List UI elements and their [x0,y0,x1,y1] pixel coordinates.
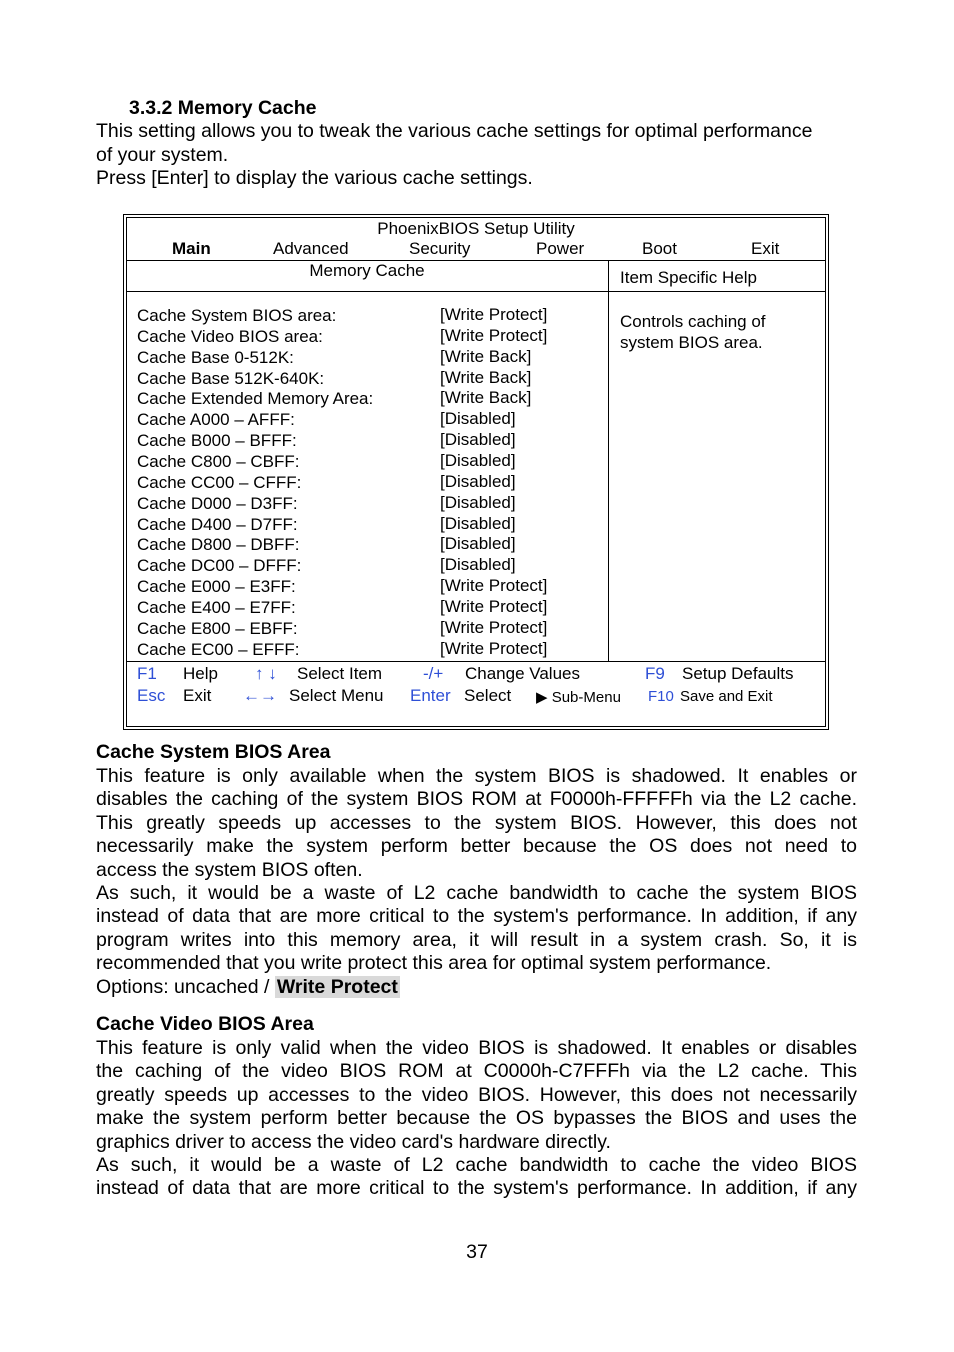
bios-setting-label: Cache CC00 – CFFF: [137,473,302,492]
paragraph-line: This feature is only available when the system BIOS is shadowed. It enables or [96,765,857,787]
paragraph-line: As such, it would be a waste of L2 cache bandwidth to cache the video BIOS [96,1154,857,1176]
bios-setting-value[interactable]: [Write Protect] [440,639,548,658]
bios-setting-label: Cache A000 – AFFF: [137,410,295,429]
paragraph-line: greatly speeds up accesses to the video BIOS. However, this does not necessarily [96,1084,857,1106]
key-f1: F1 [137,664,157,683]
bios-setting-label: Cache Base 512K-640K: [137,369,325,388]
paragraph-line: recommended that you write protect this area for optimal system performance. [96,952,772,974]
bios-setting-value[interactable]: [Write Back] [440,347,532,366]
key-plusminus: -/+ [423,664,444,683]
paragraph-line: program writes into this memory area, it will result in a system crash. So, it is [96,929,857,951]
bios-setting-label: Cache DC00 – DFFF: [137,556,302,575]
bios-setting-value[interactable]: [Disabled] [440,430,516,449]
bios-menu-power[interactable]: Power [536,239,585,258]
bios-setting-label: Cache Extended Memory Area: [137,389,374,408]
key-change-values-label: Change Values [465,664,580,683]
key-select-item-label: Select Item [297,664,383,683]
bios-setting-label: Cache E000 – E3FF: [137,577,296,596]
paragraph-line: graphics driver to access the video card's hardware directly. [96,1131,611,1153]
bios-setting-value[interactable]: [Disabled] [440,493,516,512]
options-prefix: Options: uncached / [96,976,275,998]
section-heading: 3.3.2 Memory Cache [129,97,317,119]
key-f9: F9 [645,664,665,683]
bios-setting-label: Cache EC00 – EFFF: [137,640,300,659]
bios-menu-security[interactable]: Security [409,239,471,258]
bios-setting-label: Cache E400 – E7FF: [137,598,296,617]
intro-line-2: of your system. [96,144,229,166]
bios-menu-boot[interactable]: Boot [642,239,677,258]
bios-menu-advanced[interactable]: Advanced [273,239,349,258]
paragraph-line: access the system BIOS often. [96,859,363,881]
bios-help-title: Item Specific Help [620,268,757,287]
key-leftright-arrows: ←→ [243,686,277,705]
paragraph-line: This greatly speeds up accesses to the system BIOS. However, this does not [96,812,857,834]
key-esc: Esc [137,686,166,705]
key-updown-arrows: ↑ ↓ [255,664,277,683]
bios-setting-label: Cache C800 – CBFF: [137,452,300,471]
bios-setting-label: Cache D000 – D3FF: [137,494,298,513]
system-bios-heading: Cache System BIOS Area [96,741,331,763]
bios-setting-value[interactable]: [Disabled] [440,534,516,553]
bios-utility-title: PhoenixBIOS Setup Utility [377,219,575,238]
intro-line-1: This setting allows you to tweak the various cache settings for optimal performance [96,120,813,142]
key-submenu-label: ▶ Sub-Menu [536,689,621,706]
bios-setting-label: Cache Video BIOS area: [137,327,323,346]
bios-setting-label: Cache System BIOS area: [137,306,337,325]
video-bios-heading: Cache Video BIOS Area [96,1013,314,1035]
bios-setting-value[interactable]: [Write Protect] [440,305,548,324]
bios-screen-title: Memory Cache [309,261,425,280]
bios-menu-exit[interactable]: Exit [751,239,780,258]
bios-help-line-1: Controls caching of [620,312,766,331]
paragraph-line: instead of data that are more critical to the system's performance. In addition, if any [96,905,857,927]
paragraph-line: As such, it would be a waste of L2 cache bandwidth to cache the system BIOS [96,882,857,904]
intro-line-3: Press [Enter] to display the various cache settings. [96,167,533,189]
bios-setting-value[interactable]: [Disabled] [440,514,516,533]
bios-menu-main[interactable]: Main [172,239,211,258]
bios-setting-value[interactable]: [Write Protect] [440,597,548,616]
bios-setting-label: Cache Base 0-512K: [137,348,294,367]
bios-setting-label: Cache E800 – EBFF: [137,619,298,638]
bios-title-divider [126,291,826,292]
key-save-exit-label: Save and Exit [680,688,773,705]
bios-setting-value[interactable]: [Write Protect] [440,576,548,595]
bios-setting-value[interactable]: [Disabled] [440,555,516,574]
paragraph-line: instead of data that are more critical to the system's performance. In addition, if any [96,1177,857,1199]
key-enter: Enter [410,686,451,705]
key-exit-label: Exit [183,686,212,705]
bios-setting-value[interactable]: [Disabled] [440,472,516,491]
bios-help-divider [608,260,609,661]
key-setup-defaults-label: Setup Defaults [682,664,794,683]
options-default: Write Protect [276,976,398,998]
bios-setting-value[interactable]: [Disabled] [440,451,516,470]
bios-setting-value[interactable]: [Write Back] [440,368,532,387]
paragraph-line: This feature is only valid when the video BIOS is shadowed. It enables or disables [96,1037,857,1059]
bios-setting-value[interactable]: [Write Protect] [440,618,548,637]
bios-setting-value[interactable]: [Disabled] [440,409,516,428]
bios-setting-label: Cache D800 – DBFF: [137,535,300,554]
key-help-label: Help [183,664,218,683]
bios-setting-label: Cache D400 – D7FF: [137,515,298,534]
page-number: 37 [466,1241,488,1263]
bios-help-line-2: system BIOS area. [620,333,763,352]
key-select-menu-label: Select Menu [289,686,384,705]
bios-setting-label: Cache B000 – BFFF: [137,431,297,450]
system-bios-options [96,976,400,999]
bios-keys-divider [126,661,826,662]
key-f10: F10 [648,688,674,705]
paragraph-line: disables the caching of the system BIOS ROM at F0000h-FFFFFh via the L2 cache. [96,788,857,810]
key-select-label: Select [464,686,512,705]
paragraph-line: necessarily make the system perform better because the OS does not need to [96,835,857,857]
paragraph-line: make the system perform better because the OS bypasses the BIOS and uses the [96,1107,857,1129]
bios-setting-value[interactable]: [Write Back] [440,388,532,407]
paragraph-line: the caching of the video BIOS ROM at C0000h-C7FFFh via the L2 cache. This [96,1060,857,1082]
bios-setting-value[interactable]: [Write Protect] [440,326,548,345]
